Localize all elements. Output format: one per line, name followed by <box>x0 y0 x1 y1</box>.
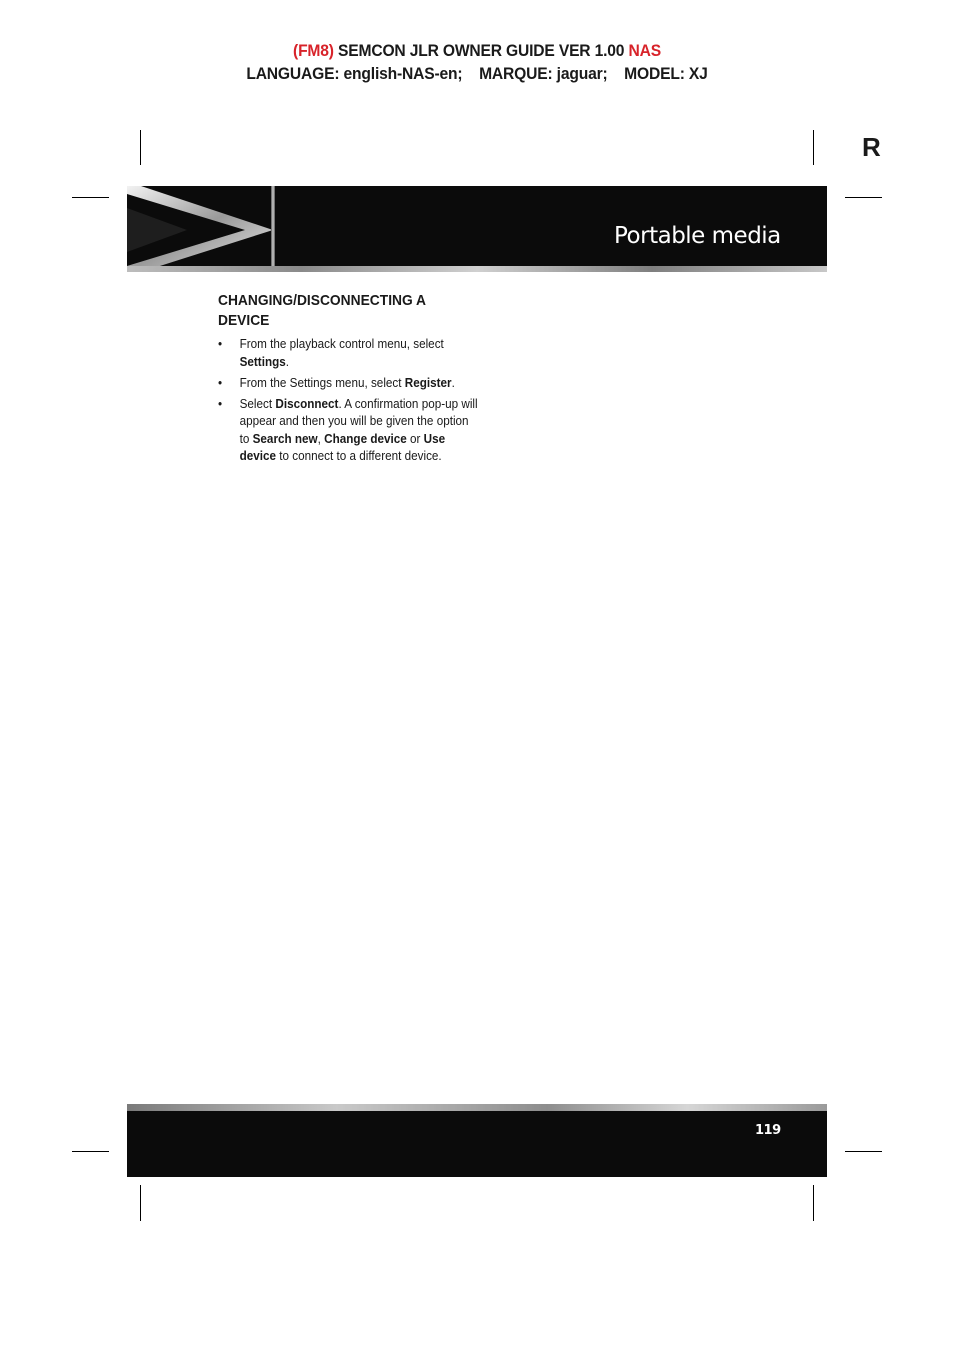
instruction-list <box>218 335 479 468</box>
menu-term-use-device: Use device <box>239 430 446 463</box>
header-suffix: NAS <box>628 41 661 60</box>
crop-mark-bottom-left-vertical <box>140 1185 141 1221</box>
header-main-title: SEMCON JLR OWNER GUIDE VER 1.00 <box>337 41 625 60</box>
chapter-banner <box>127 186 827 272</box>
crop-mark-bottom-right-horizontal <box>845 1151 882 1152</box>
banner-metallic-strip <box>127 266 827 272</box>
menu-term-settings: Settings <box>239 353 286 369</box>
crop-mark-bottom-right-vertical <box>813 1185 814 1221</box>
footer-metallic-strip <box>127 1104 827 1111</box>
crop-mark-top-right-horizontal <box>845 197 882 198</box>
crop-mark-bottom-left-horizontal <box>72 1151 109 1152</box>
list-item: • From the playback control menu, select Settings. <box>218 336 444 369</box>
chevron-arrow-graphic <box>127 186 277 272</box>
list-item: • From the Settings menu, select Register. <box>218 374 455 390</box>
menu-term-disconnect: Disconnect <box>275 395 339 411</box>
registration-letter: R <box>862 132 881 162</box>
crop-mark-top-right-vertical <box>813 130 814 165</box>
crop-mark-top-left-vertical <box>140 130 141 165</box>
menu-term-search-new: Search new <box>252 430 318 446</box>
document-header-line-1 <box>38 41 916 61</box>
bullet-icon: • <box>218 395 223 411</box>
chapter-title: Portable media <box>614 223 781 249</box>
header-code: (FM8) <box>293 41 334 60</box>
document-header-line-2: LANGUAGE: english-NAS-en; MARQUE: jaguar; MODEL: XJ <box>246 64 708 83</box>
page-number: 119 <box>755 1123 781 1138</box>
bullet-icon: • <box>218 336 223 351</box>
list-item: • Select Disconnect. A confirmation pop-up will appear and then you will be given the option to Search new, Change device or Use device to connect to a different device. <box>218 395 478 463</box>
menu-term-register: Register <box>404 374 452 390</box>
page-footer-band <box>127 1104 827 1177</box>
section-heading: CHANGING/DISCONNECTING A DEVICE <box>218 292 426 329</box>
crop-mark-top-left-horizontal <box>72 197 109 198</box>
bullet-icon: • <box>218 374 223 390</box>
menu-term-change-device: Change device <box>324 430 407 446</box>
banner-divider <box>271 186 275 272</box>
